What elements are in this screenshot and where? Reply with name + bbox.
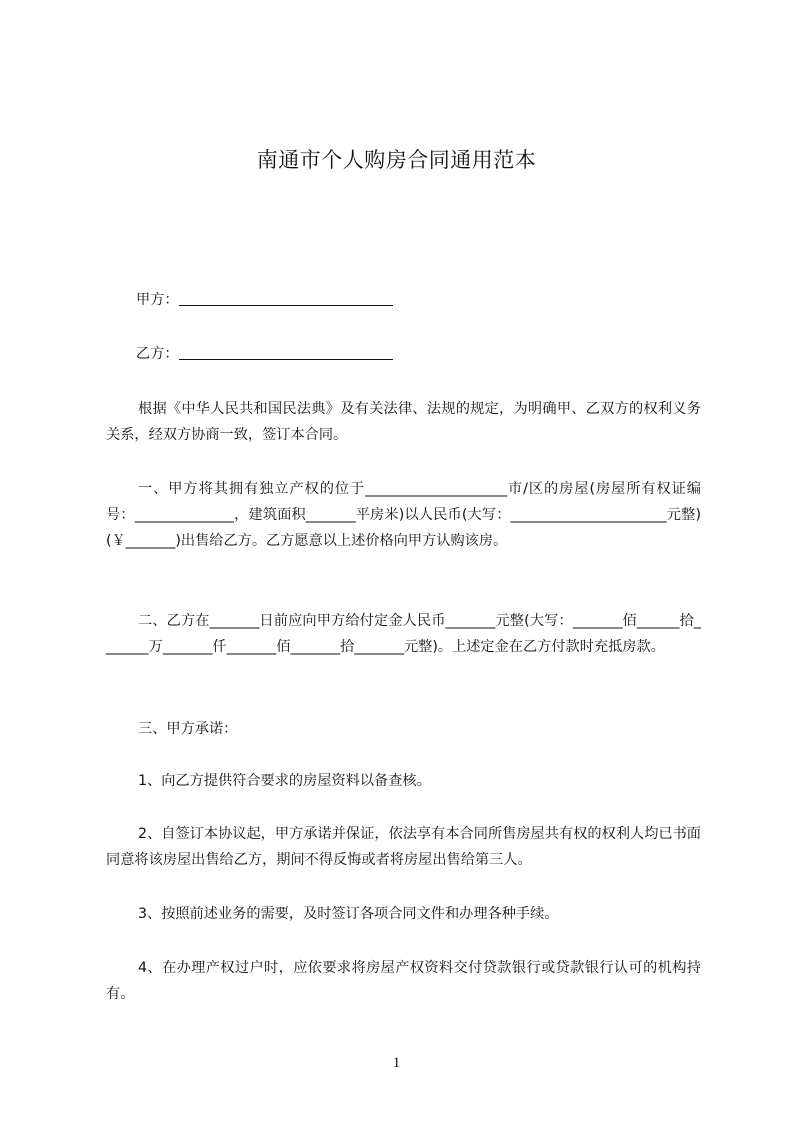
- page-number: 1: [392, 1055, 401, 1071]
- clause-3-item-1: 1、向乙方提供符合要求的房屋资料以备查核。: [138, 773, 431, 789]
- party-a-label: 甲方：: [136, 292, 179, 308]
- clause-2-paragraph: 二、乙方在_______日前应向甲方给付定金人民币_______元整(大写：_______佰______拾_______万_______仟_______佰_______拾_______元整)。上述定金在乙方付款时充抵房款。: [106, 613, 701, 655]
- clause-3-item-2: 2、自签订本协议起，甲方承诺并保证，依法享有本合同所售房屋共有权的权利人均已书面同意将该房屋出售给乙方，期间不得反悔或者将房屋出售给第三人。: [106, 826, 701, 868]
- party-b-label: 乙方：: [136, 346, 179, 362]
- party-a-blank[interactable]: [179, 289, 393, 306]
- party-a-line: [136, 289, 393, 311]
- clause-3-item-4: 4、在办理产权过户时，应依要求将房屋产权资料交付贷款银行或贷款银行认可的机构持有。: [106, 960, 701, 1002]
- intro-paragraph: 根据《中华人民共和国民法典》及有关法律、法规的规定，为明确甲、乙双方的权利义务关系，经双方协商一致，签订本合同。: [106, 401, 701, 443]
- party-b-line: [136, 343, 393, 365]
- clause-1-paragraph: 一、甲方将其拥有独立产权的位于____________________市/区的房屋(房屋所有权证编号：______________，建筑面积_______平房米)以人民币(大写：______________________元整)(￥_______)出售给乙方。乙方愿意以上述价格向甲方认购该房。: [106, 481, 701, 549]
- clause-3-heading: 三、甲方承诺：: [138, 721, 238, 737]
- party-b-blank[interactable]: [179, 343, 393, 360]
- clause-3-item-3: 3、按照前述业务的需要，及时签订各项合同文件和办理各种手续。: [138, 906, 559, 922]
- document-title: 南通市个人购房合同通用范本: [256, 148, 537, 172]
